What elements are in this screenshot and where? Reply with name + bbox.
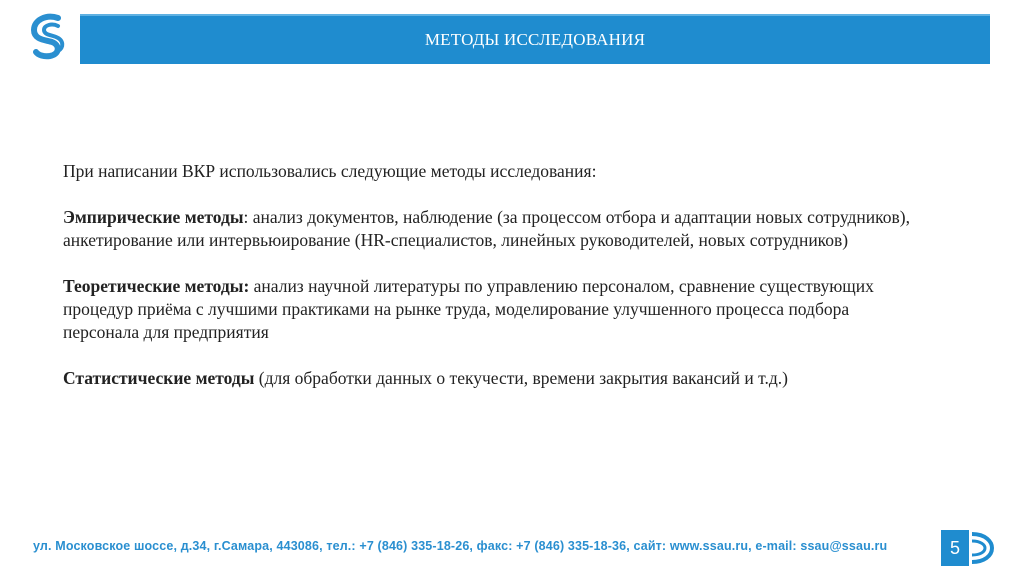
theoretical-methods-text-3: персонала для предприятия	[63, 322, 269, 342]
statistical-methods-label: Статистические методы	[63, 368, 255, 388]
footer-contact: ул. Московское шоссе, д.34, г.Самара, 443086, тел.: +7 (846) 335-18-26, факс: +7 (846) 335-18-36, сайт: www.ssau.ru, e-mail: ssau@ssau.ru	[33, 539, 888, 553]
empirical-methods-text-1: : анализ документов, наблюдение (за процессом отбора и адаптации новых сотрудников),	[243, 207, 910, 227]
theoretical-methods-label: Теоретические методы:	[63, 276, 250, 296]
empirical-methods-paragraph	[63, 206, 1003, 229]
theoretical-methods-text-2: процедур приёма с лучшими практиками на рынке труда, моделирование улучшенного процесса подбора	[63, 299, 850, 319]
empirical-methods-text-2: анкетирование или интервьюирование (HR-специалистов, линейных руководителей, новых сотрудников)	[63, 230, 849, 250]
theoretical-methods-text-1: анализ научной литературы по управлению персоналом, сравнение существующих	[249, 276, 874, 296]
theoretical-methods-paragraph	[63, 275, 1003, 298]
ssau-logo-icon	[28, 12, 74, 62]
header-bar	[80, 14, 990, 64]
statistical-methods-paragraph	[63, 367, 1003, 390]
content-body	[63, 160, 1003, 390]
empirical-methods-label: Эмпирические методы	[63, 207, 244, 227]
page-number: 5	[941, 530, 969, 566]
statistical-methods-text: (для обработки данных о текучести, времени закрытия вакансий и т.д.)	[254, 368, 788, 388]
intro-text: При написании ВКР использовались следующие методы исследования:	[63, 161, 597, 181]
page-title: МЕТОДЫ ИССЛЕДОВАНИЯ	[424, 30, 646, 49]
ssau-d-mark-icon	[968, 530, 996, 566]
